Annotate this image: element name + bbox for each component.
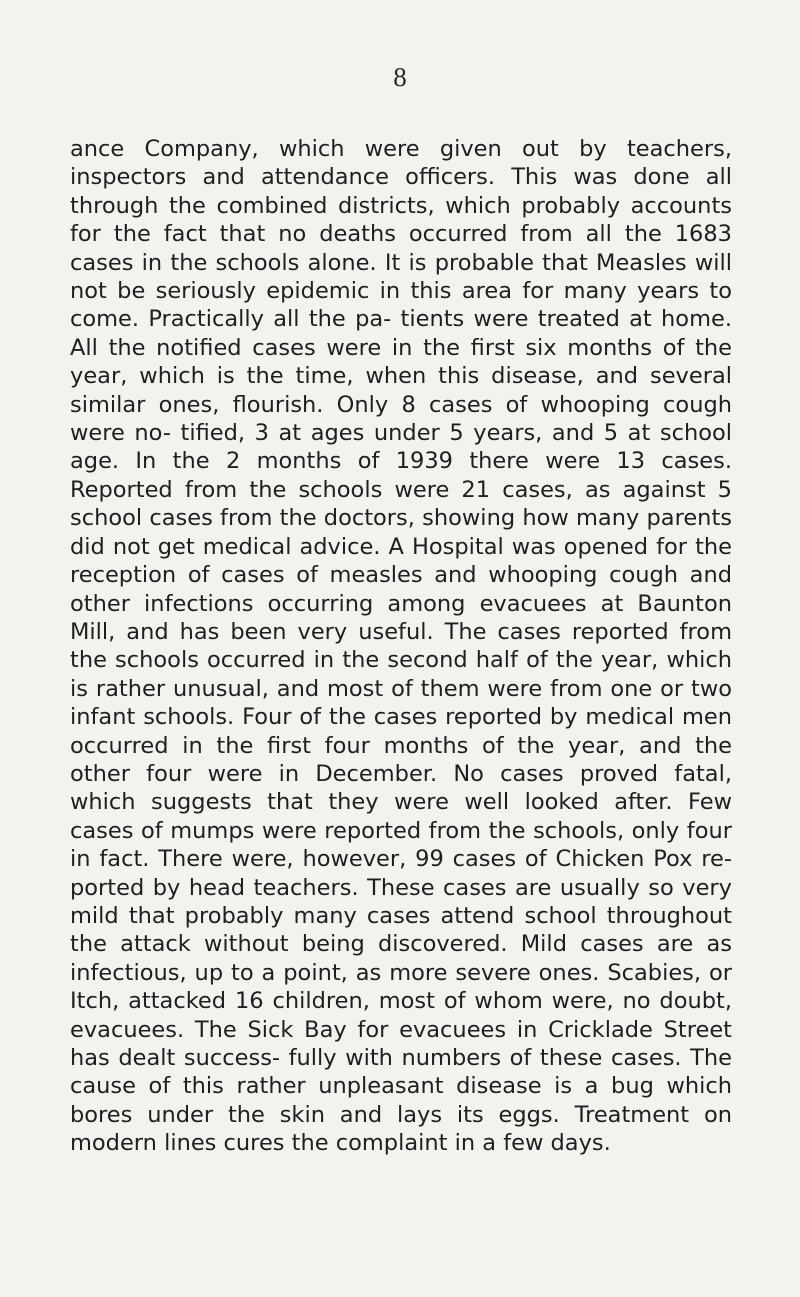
page-number: 8: [393, 62, 407, 92]
body-paragraph: ance Company, which were given out by teachers, inspectors and attendance officers. This was done all through the combined districts, which probably accounts for the fact that no deaths occurred from all the 1683 cases in the schools alone. It is probable that Measles will not be seriously epidemic in this area for many years to come. Practically all the pa- tients were treated at home. All the notified cases were in the first six months of the year, which is the time, when this disease, and several similar ones, flourish. Only 8 cases of whooping cough were no- tified, 3 at ages under 5 years, and 5 at school age. In the 2 months of 1939 there were 13 cases. Reported from the schools were 21 cases, as against 5 school cases from the doctors, showing how many parents did not get medical advice. A Hospital was opened for the reception of cases of measles and whooping cough and other infections occurring among evacuees at Baunton Mill, and has been very useful. The cases reported from the schools occurred in the second half of the year, which is rather unusual, and most of them were from one or two infant schools. Four of the cases reported by medical men occurred in the first four months of the year, and the other four were in December. No cases proved fatal, which suggests that they were well looked after. Few cases of mumps were reported from the schools, only four in fact. There were, however, 99 cases of Chicken Pox re- ported by head teachers. These cases are usually so very mild that probably many cases attend school throughout the attack without being discovered. Mild cases are as infectious, up to a point, as more severe ones. Scabies, or Itch, attacked 16 children, most of whom were, no doubt, evacuees. The Sick Bay for evacuees in Cricklade Street has dealt success- fully with numbers of these cases. The cause of this rather unpleasant disease is a bug which bores under the skin and lays its eggs. Treatment on modern lines cures the complaint in a few days.: [70, 136, 732, 1157]
